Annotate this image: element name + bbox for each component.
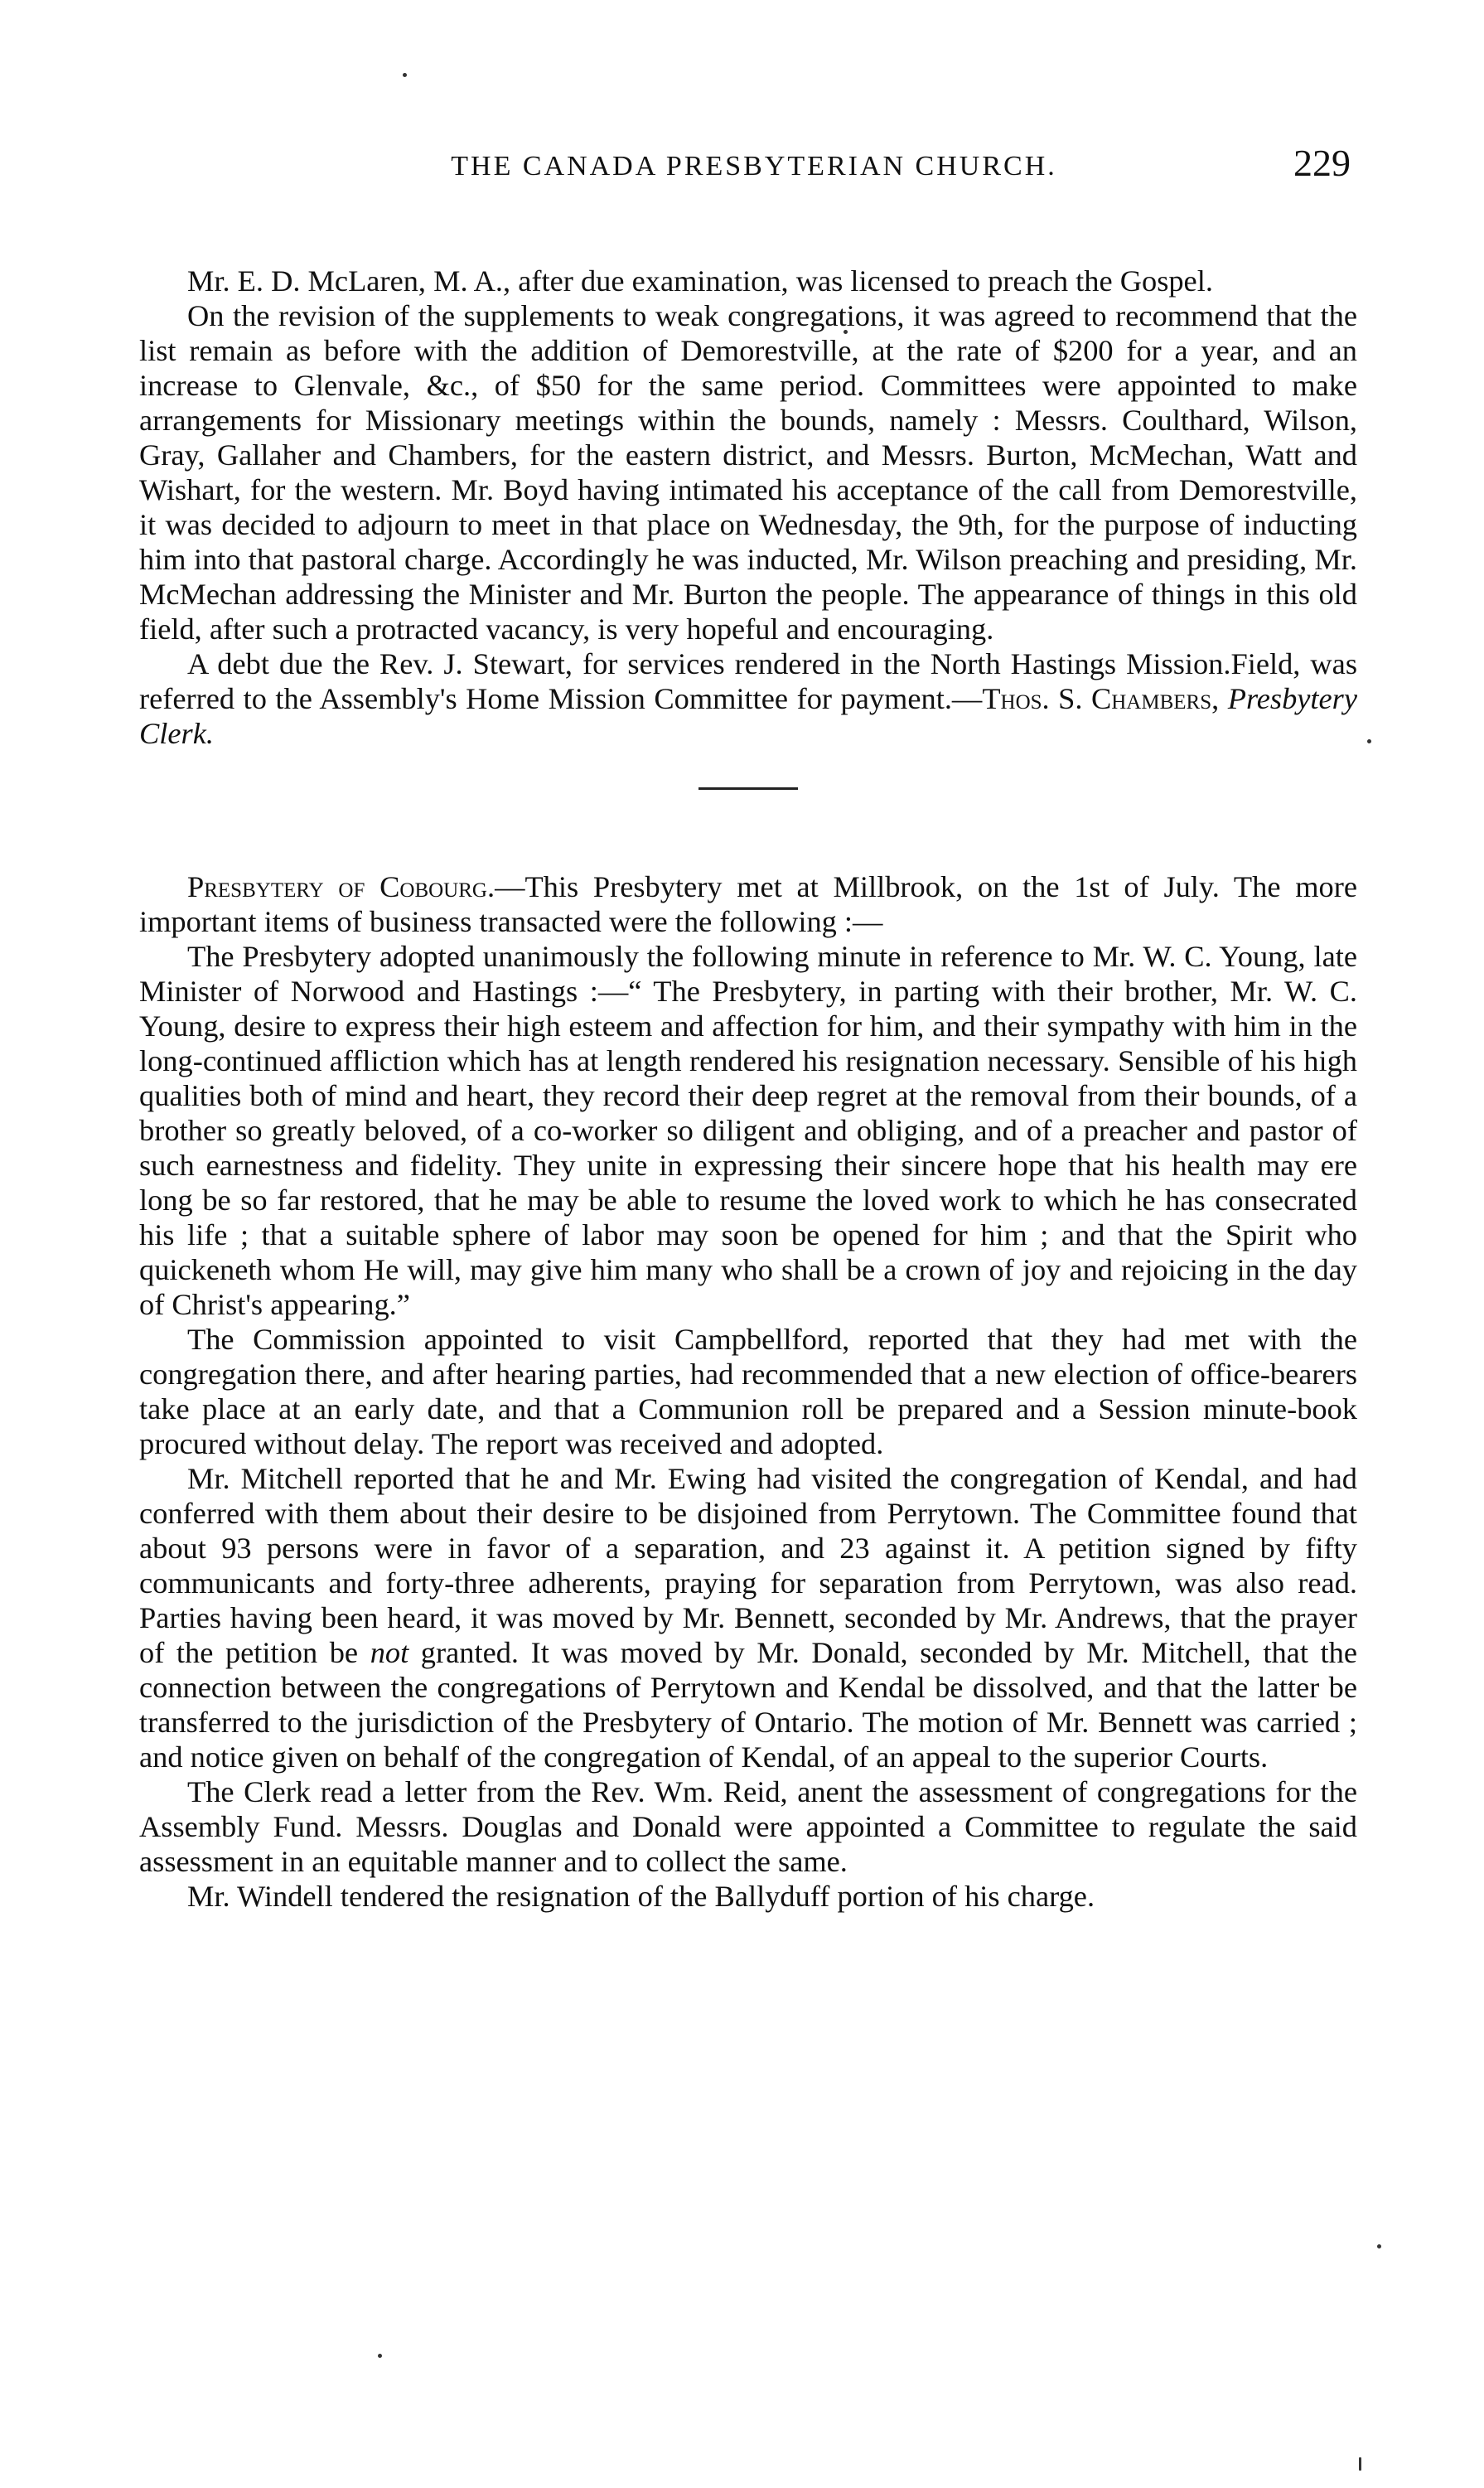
page-number: 229: [1293, 142, 1351, 184]
clerk-role: Presbytery Clerk.: [139, 682, 1357, 750]
section-heading: Presbytery of Cobourg.: [187, 870, 495, 903]
print-speck: [1367, 739, 1371, 743]
print-speck: [1377, 2244, 1381, 2248]
paragraph: Mr. E. D. McLaren, M. A., after due examination, was licensed to preach the Gospel.: [187, 264, 1213, 298]
emphasis: not: [370, 1636, 409, 1669]
paragraph-text: A debt due the Rev. J. Stewart, for services rendered in the North Hastings Mission.Field, was referred to the Assembly's Home Mission Committee for payment.—: [139, 647, 1357, 715]
body-text: [139, 264, 1357, 1914]
print-speck: [403, 73, 407, 77]
clerk-signature: Thos. S. Chambers,: [982, 682, 1220, 715]
paragraph: [139, 646, 1357, 751]
section-divider: [698, 787, 798, 790]
paragraph-text: granted. It was moved by Mr. Donald, seconded by Mr. Mitchell, that the connection between the congregations of Perrytown and Kendal be dissolved, and that the latter be transferred to the jurisdiction of the Presbytery of Ontario. The motion of Mr. Bennett was carried ; and notice given on behalf of the congregation of Kendal, of an appeal to the superior Courts.: [139, 1636, 1357, 1774]
paragraph: [139, 869, 1357, 939]
paragraph: On the revision of the supplements to weak congregations, it was agreed to recommend that the list remain as before with the addition of Demorestville, at the rate of $200 for a year, and an increase to Glenvale, &c., of $50 for the same period. Committees were appointed to make arrangements for Missionary meetings within the bounds, namely : Messrs. Coulthard, Wilson, Gray, Gallaher and Chambers, for the eastern district, and Messrs. Burton, McMechan, Watt and Wishart, for the western. Mr. Boyd having intimated his acceptance of the call from Demorestville, it was decided to adjourn to meet in that place on Wednesday, the 9th, for the purpose of inducting him into that pastoral charge. Accordingly he was inducted, Mr. Wilson preaching and presiding, Mr. McMechan addressing the Minister and Mr. Burton the people. The appearance of things in this old field, after such a protracted vacancy, is very hopeful and encouraging.: [139, 299, 1357, 646]
running-head: THE CANADA PRESBYTERIAN CHURCH.: [451, 151, 1057, 182]
paragraph: The Presbytery adopted unanimously the following minute in reference to Mr. W. C. Young, late Minister of Norwood and Hastings :—“ The Presbytery, in parting with their brother, Mr. W. C. Young, desire to express their high esteem and affection for him, and their sympathy with him in the long-continued affliction which has at length rendered his resignation necessary. Sensible of his high qualities both of mind and heart, they record their deep regret at the removal from their bounds, of a brother so greatly beloved, of a co-worker so diligent and obliging, and of a preacher and pastor of such earnestness and fidelity. They unite in expressing their sincere hope that his health may ere long be so far restored, that he may be able to resume the loved work to which he has consecrated his life ; that a suitable sphere of labor may soon be opened for him ; and that the Spirit who quickeneth whom He will, may give him many who shall be a crown of joy and rejoicing in the day of Christ's appearing.”: [139, 940, 1357, 1321]
paragraph-text: Mr. Mitchell reported that he and Mr. Ewing had visited the congregation of Kendal, and had conferred with them about their desire to be disjoined from Perrytown. The Committee found that about 93 persons were in favor of a separation, and 23 against it. A petition signed by fifty communicants and forty-three adherents, praying for separation from Perrytown, was also read. Parties having been heard, it was moved by Mr. Bennett, seconded by Mr. Andrews, that the prayer of the petition be: [139, 1462, 1357, 1669]
paragraph: Mr. Windell tendered the resignation of the Ballyduff portion of his charge.: [187, 1880, 1095, 1913]
print-speck: [1359, 2457, 1361, 2471]
paragraph: The Commission appointed to visit Campbellford, reported that they had met with the congregation there, and after hearing parties, had recommended that a new election of office-bearers take place at an early date, and that a Communion roll be prepared and a Session minute-book procured without delay. The report was received and adopted.: [139, 1323, 1357, 1460]
paragraph: The Clerk read a letter from the Rev. Wm. Reid, anent the assessment of congregations for the Assembly Fund. Messrs. Douglas and Donald were appointed a Committee to regulate the said assessment in an equitable manner and to collect the same.: [139, 1775, 1357, 1878]
print-speck: [378, 2354, 382, 2358]
page-header: [157, 141, 1351, 191]
paragraph: [139, 1461, 1357, 1774]
paragraph-text: —This Presbytery met at Millbrook, on the 1st of July. The more important items of business transacted were the following :—: [139, 870, 1357, 938]
